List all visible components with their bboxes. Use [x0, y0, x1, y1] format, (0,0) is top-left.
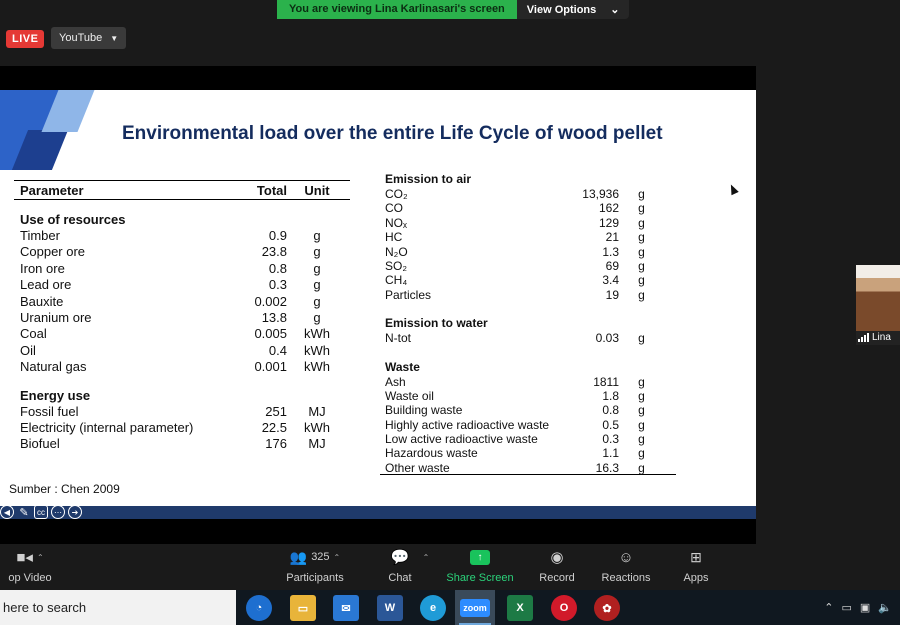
app-icon[interactable]: ✿	[594, 595, 620, 621]
row-item: CO	[385, 201, 403, 216]
row-parameter: Biofuel	[20, 436, 60, 452]
row-value: 0.3	[602, 432, 619, 447]
row-unit: g	[313, 260, 321, 276]
participant-label	[858, 332, 891, 343]
row-unit: g	[638, 244, 645, 259]
row-unit: g	[638, 331, 645, 346]
table-row	[380, 216, 676, 230]
row-value: 16.3	[595, 460, 619, 475]
participants-count: 325	[311, 551, 330, 563]
participants-button[interactable]	[270, 544, 360, 590]
row-value: 1811	[593, 374, 619, 389]
row-total: 13.8	[261, 309, 287, 325]
resources-table	[14, 180, 350, 453]
row-parameter: Timber	[20, 228, 60, 243]
table-row	[380, 245, 676, 259]
teams-icon[interactable]: ◔	[246, 595, 272, 621]
table-row	[14, 359, 350, 375]
share-screen-button[interactable]	[444, 544, 516, 590]
record-icon: ◉	[550, 549, 564, 566]
section-heading: Emission to air	[385, 172, 472, 186]
youtube-dropdown[interactable]	[51, 27, 126, 49]
reactions-button[interactable]	[598, 544, 654, 590]
row-value: 129	[598, 215, 619, 230]
row-unit: g	[313, 277, 321, 293]
system-tray	[824, 590, 892, 625]
row-total: 0.4	[268, 342, 287, 358]
row-item: Other waste	[385, 460, 450, 475]
row-unit: g	[313, 244, 321, 260]
row-unit: g	[638, 403, 645, 418]
table-row	[380, 230, 676, 244]
participant-name: Lina	[872, 332, 891, 343]
row-unit: kWh	[304, 419, 330, 435]
table-row	[14, 436, 350, 452]
participant-video	[856, 265, 900, 331]
row-unit: kWh	[304, 359, 330, 375]
header-unit: Unit	[304, 183, 330, 198]
table-row	[14, 261, 350, 277]
table-row	[14, 343, 350, 359]
row-item: Particles	[385, 287, 432, 302]
row-unit: g	[638, 374, 645, 389]
live-badge[interactable]: LIVE	[6, 30, 44, 48]
emissions-table	[380, 172, 676, 475]
table-row	[14, 277, 350, 293]
row-unit: g	[638, 287, 645, 302]
excel-icon[interactable]: X	[507, 595, 533, 621]
section-heading: Use of resources	[20, 212, 126, 227]
header-total: Total	[256, 183, 287, 198]
row-value: 0.8	[602, 403, 619, 418]
table-row	[380, 201, 676, 215]
row-parameter: Copper ore	[20, 244, 86, 260]
row-parameter: Oil	[20, 342, 36, 358]
windows-taskbar	[0, 590, 900, 625]
row-item: CO₂	[385, 187, 408, 201]
more-icon[interactable]: ⋯	[51, 505, 65, 519]
row-parameter: Fossil fuel	[20, 403, 79, 419]
row-value: 13,936	[582, 187, 619, 201]
row-unit: g	[638, 187, 645, 201]
row-unit: g	[313, 293, 321, 309]
table-row	[380, 375, 676, 389]
pen-icon[interactable]: ✎	[19, 506, 29, 519]
slide-title: Environmental load over the entire Life Cycle of wood pellet	[122, 123, 663, 144]
row-value: 1.1	[602, 446, 619, 461]
video-label: op Video	[8, 572, 52, 584]
zoom-label: zoom	[460, 599, 490, 617]
row-value: 1.8	[602, 388, 619, 403]
word-icon[interactable]: W	[377, 595, 403, 621]
row-parameter: Uranium ore	[20, 309, 92, 325]
chevron-up-icon[interactable]: ⌃	[824, 602, 834, 614]
row-parameter: Electricity (internal parameter)	[20, 419, 194, 435]
next-icon[interactable]: ➔	[68, 505, 82, 519]
chevron-down-icon: ⌄	[610, 4, 620, 16]
header-parameter: Parameter	[20, 183, 84, 198]
row-total: 176	[265, 436, 287, 452]
chat-label: Chat	[388, 572, 412, 584]
row-value: 69	[605, 258, 619, 273]
table-row	[14, 228, 350, 244]
reactions-icon: ☺	[618, 548, 634, 566]
row-item: NOₓ	[385, 215, 407, 230]
caret-down-icon: ▼	[110, 33, 119, 43]
apps-button[interactable]	[676, 544, 716, 590]
row-item: Highly active radioactive waste	[385, 417, 550, 432]
table-row	[380, 331, 676, 345]
row-value: 3.4	[602, 273, 619, 288]
row-item: Low active radioactive waste	[385, 432, 538, 447]
row-unit: g	[638, 446, 645, 461]
row-item: CH₄	[385, 273, 408, 288]
row-total: 22.5	[261, 419, 287, 435]
row-total: 23.8	[261, 244, 287, 260]
row-parameter: Natural gas	[20, 359, 87, 375]
row-value: 162	[598, 201, 619, 216]
row-value: 21	[605, 230, 619, 245]
table-row	[14, 404, 350, 420]
video-button[interactable]	[0, 544, 60, 590]
row-parameter: Coal	[20, 326, 47, 342]
row-unit: g	[638, 201, 645, 216]
participants-icon: 👥	[289, 548, 308, 565]
slide-controls	[0, 504, 82, 520]
row-unit: g	[638, 432, 645, 447]
row-unit: g	[638, 215, 645, 230]
meeting-toolbar	[0, 544, 900, 590]
table-row	[14, 310, 350, 326]
row-item: Hazardous waste	[385, 446, 478, 461]
record-label: Record	[539, 572, 575, 584]
chevron-up-icon[interactable]: ⌃	[333, 552, 341, 562]
row-unit: g	[313, 309, 321, 325]
apps-label: Apps	[683, 572, 709, 584]
spacer	[380, 346, 676, 360]
table-row	[380, 403, 676, 417]
row-unit: kWh	[304, 342, 330, 358]
table-row	[380, 446, 676, 460]
spacer	[380, 302, 676, 316]
row-total: 0.9	[268, 228, 287, 243]
row-unit: g	[313, 228, 321, 243]
table-row	[380, 187, 676, 201]
table-row	[380, 259, 676, 273]
table-row	[14, 420, 350, 436]
row-unit: MJ	[308, 436, 326, 452]
chevron-up-icon[interactable]: ⌃	[36, 552, 44, 562]
youtube-label: YouTube	[59, 32, 103, 44]
section-heading: Emission to water	[385, 316, 488, 331]
table-row	[380, 418, 676, 432]
record-button[interactable]	[532, 544, 582, 590]
camera-icon: ■◂	[16, 549, 33, 566]
participants-label: Participants	[286, 572, 344, 584]
table-row	[380, 389, 676, 403]
row-total: 0.3	[268, 277, 287, 293]
row-item: Waste oil	[385, 388, 434, 403]
participant-thumbnail[interactable]	[856, 265, 900, 345]
presentation-slide	[0, 90, 756, 506]
row-total: 0.005	[254, 326, 287, 342]
row-value: 0.03	[595, 331, 619, 346]
table-row	[380, 288, 676, 302]
search-input[interactable]: here to search	[0, 590, 236, 625]
view-options-button[interactable]	[517, 0, 630, 19]
share-screen-label: Share Screen	[446, 572, 514, 584]
reactions-label: Reactions	[601, 572, 651, 584]
section-heading: Waste	[385, 359, 420, 374]
row-parameter: Lead ore	[20, 277, 72, 293]
row-item: HC	[385, 230, 403, 245]
row-item: Building waste	[385, 403, 463, 418]
table-row	[14, 326, 350, 342]
display-icon[interactable]: ▣	[859, 602, 871, 614]
view-options-label: View Options	[526, 3, 597, 16]
source-citation: Sumber : Chen 2009	[9, 482, 120, 496]
row-parameter: Iron ore	[20, 260, 65, 276]
row-total: 0.8	[268, 260, 287, 276]
table-row	[14, 294, 350, 310]
table-row	[380, 461, 676, 475]
row-unit: g	[638, 273, 645, 288]
chevron-up-icon: ⌃	[422, 552, 430, 562]
slide-footer-bar	[0, 506, 756, 519]
row-total: 0.002	[254, 293, 287, 309]
row-unit: kWh	[304, 326, 330, 342]
volume-icon[interactable]: 🔈	[878, 602, 892, 614]
mail-icon[interactable]: ✉	[333, 595, 359, 621]
row-total: 251	[265, 403, 287, 419]
viewing-label: You are viewing Lina Karlinasari's screen	[277, 0, 517, 19]
row-parameter: Bauxite	[20, 293, 64, 309]
edge-icon[interactable]: e	[420, 595, 446, 621]
signal-icon	[858, 333, 869, 342]
section-heading: Energy use	[20, 387, 91, 403]
chat-options-button[interactable]	[416, 544, 436, 590]
row-item: SO₂	[385, 258, 407, 273]
previous-icon[interactable]: ◀	[0, 505, 14, 519]
row-item: Ash	[385, 374, 406, 389]
opera-icon[interactable]: O	[551, 595, 577, 621]
share-screen-icon: ↑	[470, 550, 490, 565]
row-unit: g	[638, 388, 645, 403]
table-header	[14, 180, 350, 200]
file-explorer-icon[interactable]: ▭	[290, 595, 316, 621]
row-value: 19	[605, 287, 619, 302]
chat-icon: 💬	[390, 549, 410, 566]
row-unit: g	[638, 230, 645, 245]
row-unit: g	[638, 417, 645, 432]
table-row	[380, 432, 676, 446]
apps-icon: ⊞	[690, 548, 702, 565]
network-icon[interactable]: ▭	[841, 602, 852, 614]
row-value: 0.5	[602, 417, 619, 432]
row-unit: g	[638, 460, 645, 475]
table-row	[14, 244, 350, 260]
row-total: 0.001	[254, 359, 287, 375]
row-unit: MJ	[308, 403, 326, 419]
captions-icon[interactable]: cc	[34, 505, 48, 519]
row-unit: g	[638, 258, 645, 273]
zoom-taskbar-icon[interactable]	[455, 590, 495, 625]
row-item: N-tot	[385, 331, 412, 346]
row-item: N₂O	[385, 244, 408, 259]
row-value: 1.3	[602, 244, 619, 259]
screen-share-banner	[277, 0, 629, 19]
table-row	[380, 273, 676, 287]
